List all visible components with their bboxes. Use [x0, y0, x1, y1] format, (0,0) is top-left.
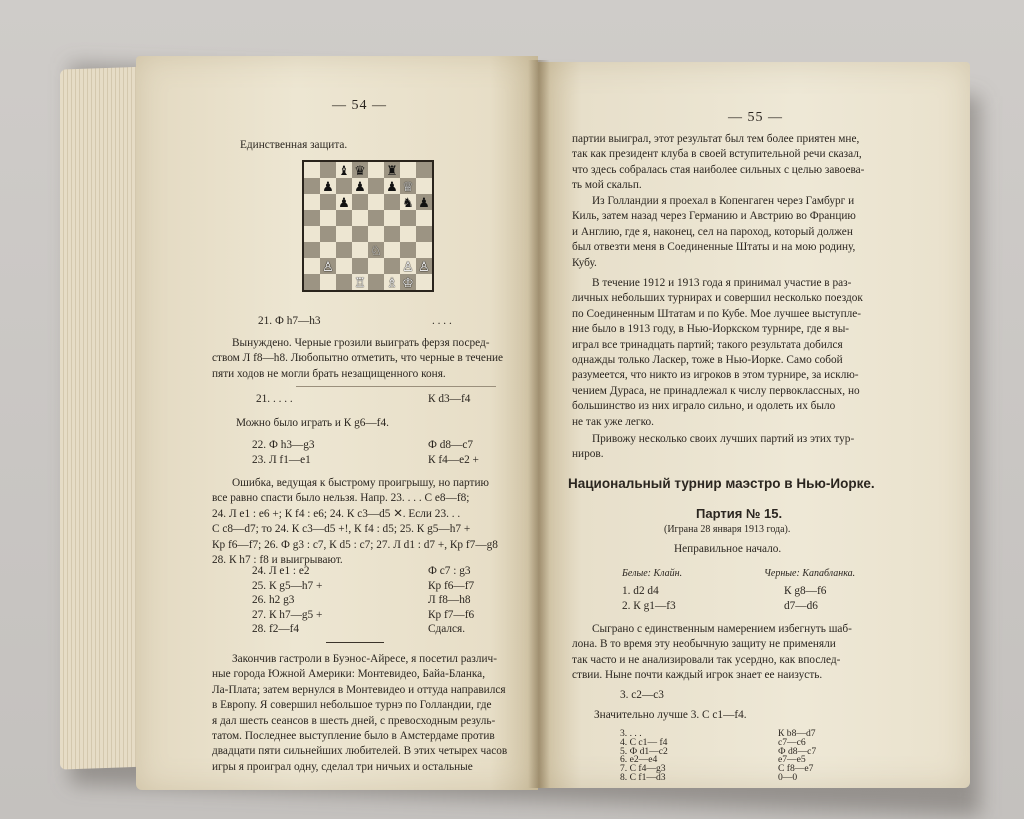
text-line: С c8—d7; то 24. К c3—d5 +!, К f4 : d5; 25. К g5—h7 + — [212, 523, 471, 536]
text-line: большинство из них играло сильно, и одолеть их было — [572, 400, 836, 413]
move: e7—e5 — [778, 754, 806, 766]
board-square — [320, 210, 336, 226]
text-line: однажды только Ласкер, тоже в Нью-Иорке. Само собой — [572, 354, 843, 367]
move: 5. Ф d1—c2 — [620, 745, 668, 757]
board-square — [336, 226, 352, 242]
black-player: Черные: Капабланка. — [764, 568, 856, 579]
text-line: чением Дураса, не принадлежал к числу первоклассных, но — [572, 384, 860, 397]
paragraph-r6: Значительно лучше 3. С c1—f4. — [594, 709, 747, 721]
board-square — [352, 226, 368, 242]
move: 23. Л f1—e1 — [252, 453, 311, 466]
move: 0—0 — [778, 771, 798, 783]
board-square — [320, 226, 336, 242]
board-square — [368, 194, 384, 210]
text-line: ством Л f8—h8. Любопытно отметить, что черные в течение — [212, 352, 504, 365]
chess-piece-icon: ♙ — [402, 258, 414, 274]
move: 8. С f1—d3 — [620, 771, 666, 783]
move: 26. h2 g3 — [252, 594, 295, 607]
board-square — [416, 258, 432, 274]
text-line: 28. К h7 : f8 и выигрывают. — [212, 554, 343, 567]
text-line: пяти ходов не могли брать незащищенного коня. — [212, 367, 446, 380]
board-square — [400, 178, 416, 194]
board-square — [352, 178, 368, 194]
move: К g8—f6 — [784, 585, 827, 597]
move: c7—c6 — [778, 736, 806, 748]
text-line: играл все тринадцать партий; такого результата добился — [572, 338, 843, 351]
text-line: не так уже легко. — [572, 415, 654, 428]
text-line: ствии. Ныне почти каждый игрок знает ее наизусть. — [572, 669, 823, 682]
text-line: партии выиграл, этот результат был тем более приятен мне, — [572, 133, 860, 145]
text-line: ние было в 1913 году, в Нью-Иоркском турнире, где я вы- — [572, 323, 850, 336]
text-line: ные города Южной Америки: Монтевидео, Байа-Бланка, — [212, 668, 486, 681]
moves-r-b-white — [620, 730, 668, 783]
move-3: 3. c2—c3 — [620, 689, 664, 701]
board-square — [304, 162, 320, 178]
board-square — [400, 210, 416, 226]
moves-a-white — [252, 438, 315, 467]
chess-piece-icon: ♞ — [402, 194, 414, 210]
board-square — [416, 178, 432, 194]
board-square — [304, 258, 320, 274]
move: 27. К h7—g5 + — [252, 608, 323, 621]
moves-b-black — [428, 564, 474, 637]
move: Сдался. — [428, 623, 466, 636]
board-square — [320, 194, 336, 210]
text-line: Вынуждено. Черные грозили выиграть ферзя посред- — [232, 337, 490, 349]
text-line: так как президент клуба в своей вступительной речи сказал, — [572, 148, 862, 161]
board-square — [304, 226, 320, 242]
chess-piece-icon: ♜ — [386, 162, 398, 178]
board-square — [304, 242, 320, 258]
text-line: Кр f6—f7; 26. Ф g3 : c7, К d5 : c7; 27. Л d1 : d7 +, Кр f7—g8 — [212, 538, 498, 551]
text-line: личных небольших турнирах и совершил несколько поездок — [572, 292, 863, 305]
board-square — [400, 258, 416, 274]
moves-b-white — [252, 564, 322, 637]
paragraph-r1 — [572, 132, 864, 194]
board-square — [336, 210, 352, 226]
move: 4. С c1— f4 — [620, 736, 668, 748]
text-line: ть мой скальп. — [572, 179, 642, 192]
chess-piece-icon: ♘ — [370, 242, 382, 258]
text-line: лона. В то время эту необычную защиту не применяли — [572, 638, 836, 651]
move-21-black: . . . . — [432, 315, 452, 327]
chess-piece-icon: ♔ — [402, 274, 414, 290]
chess-piece-icon: ♟ — [354, 178, 366, 194]
chess-piece-icon: ♙ — [418, 258, 430, 274]
board-square — [320, 162, 336, 178]
section-title: Национальный турнир маэстро в Нью-Иорке. — [568, 476, 875, 491]
text-line: все равно спасти было нельзя. Напр. 23. . . . С e8—f8; — [212, 492, 470, 505]
board-square — [368, 226, 384, 242]
text-line: в Европу. Я совершил небольшое турнэ по Голландии, где — [212, 699, 492, 712]
move: Кр f7—f6 — [428, 608, 475, 621]
left-page — [136, 56, 538, 790]
text-line: Ошибка, ведущая к быстрому проигрышу, но партию — [232, 477, 489, 489]
board-square — [304, 274, 320, 290]
board-square — [400, 194, 416, 210]
text-line: Из Голландии я проехал в Копенгаген через Гамбург и — [592, 195, 855, 207]
move-21b-black: К d3—f4 — [428, 393, 471, 405]
board-square — [304, 178, 320, 194]
open-book — [60, 40, 975, 800]
board-square — [352, 162, 368, 178]
board-square — [384, 258, 400, 274]
text-line: Привожу несколько своих лучших партий из этих тур- — [592, 433, 855, 445]
board-square — [320, 258, 336, 274]
board-square — [416, 194, 432, 210]
move: 28. f2—f4 — [252, 623, 300, 636]
chess-piece-icon: ♝ — [338, 162, 350, 178]
move: Л f8—h8 — [428, 594, 471, 607]
board-square — [320, 274, 336, 290]
chess-piece-icon: ♙ — [322, 258, 334, 274]
move: 22. Ф h3—g3 — [252, 439, 315, 451]
paragraph-r5 — [572, 622, 852, 684]
text-line: был отвезти меня в Соединенные Штаты и на мою родину, — [572, 241, 856, 254]
faint-rule — [296, 386, 496, 387]
board-square — [336, 178, 352, 194]
board-square — [368, 178, 384, 194]
text-line: разумеется, что никто из игроков в этом турнире, за исклю- — [572, 369, 859, 382]
move-21-white: 21. Ф h7—h3 — [258, 315, 321, 327]
move: С f8—e7 — [778, 763, 814, 775]
board-square — [384, 178, 400, 194]
move: d7—d6 — [784, 599, 818, 612]
board-square — [416, 210, 432, 226]
game-date: (Играна 28 января 1913 года). — [664, 524, 791, 535]
text-line: по Соединенным Штатам и по Кубе. Мое лучшее выступле- — [572, 307, 862, 320]
text-line: так часто и не анализировали так усердно, как впослед- — [572, 653, 841, 666]
page-number-right: — 55 — — [728, 110, 783, 125]
board-square — [336, 242, 352, 258]
board-square — [368, 210, 384, 226]
chess-piece-icon: ♟ — [418, 194, 430, 210]
heading-defense: Единственная защита. — [240, 139, 348, 151]
board-square — [400, 162, 416, 178]
opening-name: Неправильное начало. — [674, 543, 782, 555]
board-square — [368, 258, 384, 274]
move: К b8—d7 — [778, 728, 816, 739]
text-line: В течение 1912 и 1913 года я принимал участие в раз- — [592, 277, 852, 289]
text-line: ниров. — [572, 448, 604, 461]
board-square — [400, 242, 416, 258]
chess-piece-icon: ♟ — [386, 178, 398, 194]
text-line: я дал шесть сеансов в шесть дней, с превосходным резуль- — [212, 714, 496, 727]
board-square — [400, 226, 416, 242]
chess-piece-icon: ♛ — [354, 162, 366, 178]
board-square — [336, 162, 352, 178]
board-square — [368, 242, 384, 258]
text-line: татом. Последнее выступление было в Амстердаме против — [212, 730, 495, 743]
board-square — [336, 194, 352, 210]
board-square — [384, 274, 400, 290]
chess-diagram — [302, 160, 434, 292]
chess-piece-icon: ♟ — [322, 178, 334, 194]
paragraph-r4 — [572, 432, 854, 463]
board-square — [352, 210, 368, 226]
board-square — [352, 258, 368, 274]
move: Кр f6—f7 — [428, 579, 475, 592]
paragraph-r3 — [572, 276, 863, 430]
book-gutter — [528, 60, 550, 788]
move: 1. d2 d4 — [622, 585, 659, 597]
text-line: Сыграно с единственным намерением избегнуть шаб- — [592, 623, 852, 635]
moves-a-black — [428, 438, 479, 467]
moves-r-a-white — [622, 584, 676, 613]
move: Ф d8—c7 — [778, 745, 817, 757]
board-square — [352, 274, 368, 290]
text-line: двадцати пяти сильнейших любителей. В этих четырех часов — [212, 745, 508, 758]
move: 7. С f4—g3 — [620, 763, 666, 775]
paragraph-3 — [212, 476, 498, 568]
paragraph-1 — [212, 336, 503, 382]
text-line: Кубу. — [572, 256, 597, 269]
board-square — [416, 274, 432, 290]
paragraph-4 — [212, 652, 507, 775]
board-square — [336, 274, 352, 290]
text-line: игры я проиграл одну, сделал три ничьих и остальные — [212, 760, 473, 773]
text-line: и Англию, где я, наконец, сел на пароход, который должен — [572, 225, 853, 238]
board-square — [384, 210, 400, 226]
chess-piece-icon: ♗ — [386, 274, 398, 290]
move: 2. К g1—f3 — [622, 599, 676, 612]
board-square — [384, 242, 400, 258]
board-square — [416, 242, 432, 258]
move: 24. Л e1 : e2 — [252, 565, 310, 577]
board-square — [384, 226, 400, 242]
paragraph-r2 — [572, 194, 856, 271]
chess-piece-icon: ♖ — [354, 274, 366, 290]
text-line: 24. Л e1 : e6 +; К f4 : e6; 24. К c3—d5 ✕. Если 23. . . — [212, 507, 461, 520]
moves-r-b-black — [778, 730, 816, 783]
board-square — [384, 194, 400, 210]
move-21b-white: 21. . . . . — [256, 393, 293, 405]
text-line: Киль, затем назад через Германию и Австрию во Францию — [572, 210, 856, 223]
move: 25. К g5—h7 + — [252, 579, 323, 592]
text-line: что здесь собралась стая наиболее сильных с целью завоева- — [572, 163, 865, 176]
game-title: Партия № 15. — [696, 506, 783, 521]
move: К f4—e2 + — [428, 453, 479, 466]
text-line: Закончив гастроли в Буэнос-Айресе, я посетил различ- — [232, 653, 497, 665]
board-square — [304, 210, 320, 226]
board-square — [320, 178, 336, 194]
move: Ф d8—c7 — [428, 439, 474, 451]
board-square — [368, 274, 384, 290]
board-square — [304, 194, 320, 210]
moves-r-a-black — [784, 584, 826, 613]
board-square — [416, 162, 432, 178]
paragraph-2: Можно было играть и К g6—f4. — [236, 417, 389, 429]
chess-piece-icon: ♟ — [338, 194, 350, 210]
white-player: Белые: Клайн. — [622, 568, 683, 579]
board-square — [400, 274, 416, 290]
right-page — [538, 62, 970, 788]
chess-piece-icon: ♕ — [402, 178, 414, 194]
move: 6. e2—e4 — [620, 754, 658, 766]
board-square — [384, 162, 400, 178]
move: 3. . . . — [620, 728, 642, 739]
board-square — [352, 194, 368, 210]
board-square — [352, 242, 368, 258]
text-line: Ла-Плата; затем вернулся в Монтевидео и оттуда направился — [212, 683, 506, 696]
board-square — [368, 162, 384, 178]
board-square — [336, 258, 352, 274]
section-divider — [326, 642, 384, 643]
board-square — [416, 226, 432, 242]
board-square — [320, 242, 336, 258]
page-number-left: — 54 — — [332, 98, 387, 113]
move: Ф c7 : g3 — [428, 565, 471, 577]
